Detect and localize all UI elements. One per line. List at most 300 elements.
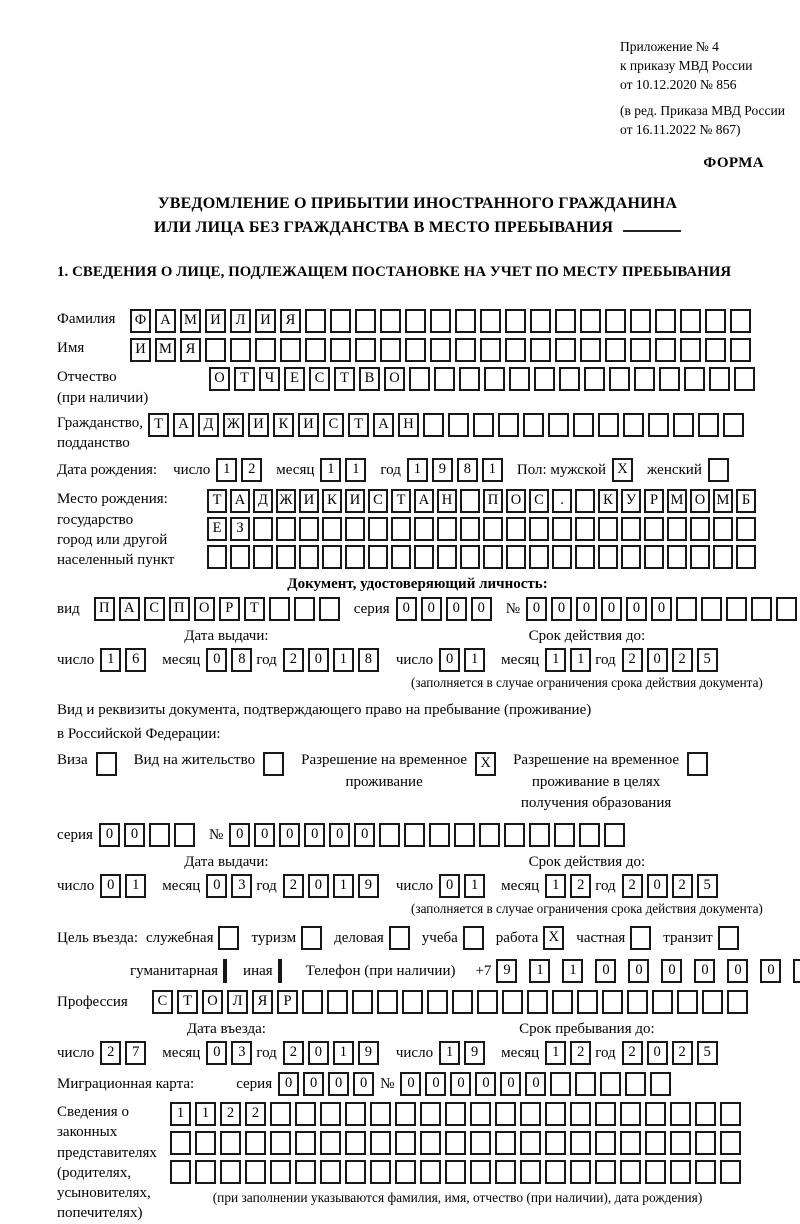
char-box: [509, 367, 530, 391]
char-box: [504, 823, 525, 847]
surname-label: Фамилия: [57, 311, 116, 328]
char-box: [552, 517, 572, 541]
permit-number-label: №: [208, 827, 224, 844]
char-box: 2: [100, 1041, 121, 1065]
char-box: [322, 517, 342, 541]
char-box: Я: [252, 990, 273, 1014]
char-box: [483, 545, 503, 569]
char-box: В: [359, 367, 380, 391]
entry-month-boxes[interactable]: [206, 1041, 256, 1065]
char-box: Т: [234, 367, 255, 391]
char-box: [695, 1102, 716, 1126]
char-box: [523, 413, 544, 437]
day-label: число: [173, 462, 211, 479]
doc-issue-year-boxes[interactable]: [283, 648, 383, 672]
char-box: 2: [622, 648, 643, 672]
char-box: Т: [207, 489, 227, 513]
char-box: [230, 545, 250, 569]
char-box: 0: [727, 959, 748, 983]
char-box: [470, 1102, 491, 1126]
char-box: [621, 545, 641, 569]
birthplace-boxes-row2[interactable]: [207, 517, 759, 541]
char-box: [452, 990, 473, 1014]
purpose-transit-label: транзит: [663, 929, 713, 946]
char-box: [529, 517, 549, 541]
char-box: О: [384, 367, 405, 391]
permit-issue-year-boxes[interactable]: [283, 874, 383, 898]
birth-day-boxes[interactable]: [216, 458, 266, 482]
year-label: год: [595, 1044, 616, 1061]
char-box: [355, 309, 376, 333]
day-label: число: [57, 1044, 95, 1061]
char-box: [695, 1160, 716, 1184]
char-box: 0: [229, 823, 250, 847]
purpose-official-checkbox[interactable]: [218, 926, 239, 950]
char-box: 0: [500, 1072, 521, 1096]
char-box: [276, 545, 296, 569]
temp-residence-checkbox[interactable]: X: [475, 752, 496, 776]
representatives-label2: законных: [57, 1124, 118, 1141]
temp-residence-edu-option: [513, 750, 712, 815]
char-box: 0: [303, 1072, 324, 1096]
char-box: [345, 517, 365, 541]
char-box: [420, 1102, 441, 1126]
char-box: [498, 413, 519, 437]
temp-residence-edu-label2: проживание в целях: [531, 773, 661, 790]
doc-series-boxes[interactable]: [396, 597, 496, 621]
char-box: [690, 517, 710, 541]
char-box: [245, 1131, 266, 1155]
char-box: О: [194, 597, 215, 621]
doc-valid-month-boxes[interactable]: [545, 648, 595, 672]
birthplace-label-city1: город или другой: [57, 531, 168, 548]
char-box: [552, 990, 573, 1014]
char-box: [598, 517, 618, 541]
char-box: [705, 309, 726, 333]
purpose-other-label: иная: [243, 962, 273, 979]
year-label: год: [380, 462, 401, 479]
doc-number-boxes[interactable]: [526, 597, 800, 621]
purpose-private-checkbox[interactable]: [630, 926, 651, 950]
char-box: [402, 990, 423, 1014]
char-box: З: [230, 517, 250, 541]
entry-day-boxes[interactable]: [100, 1041, 150, 1065]
char-box: [380, 338, 401, 362]
char-box: [648, 413, 669, 437]
char-box: [473, 413, 494, 437]
char-box: [645, 1160, 666, 1184]
char-box: [495, 1102, 516, 1126]
char-box: 2: [570, 874, 591, 898]
day-label: число: [57, 651, 95, 668]
purpose-other-checkbox[interactable]: [278, 959, 282, 983]
residence-permit-checkbox[interactable]: [263, 752, 284, 776]
char-box: [625, 1072, 646, 1096]
char-box: [667, 545, 687, 569]
char-box: [573, 413, 594, 437]
char-box: 1: [170, 1102, 191, 1126]
char-box: [174, 823, 195, 847]
char-box: [620, 1131, 641, 1155]
char-box: 0: [206, 648, 227, 672]
char-box: [570, 1102, 591, 1126]
form-title: [57, 192, 778, 240]
char-box: 2: [672, 874, 693, 898]
birth-year-boxes[interactable]: [407, 458, 507, 482]
purpose-tourism-label: туризм: [251, 929, 297, 946]
char-box: [555, 309, 576, 333]
char-box: [579, 823, 600, 847]
char-box: [380, 309, 401, 333]
permit-series-boxes[interactable]: [99, 823, 199, 847]
purpose-transit-checkbox[interactable]: [718, 926, 739, 950]
char-box: 0: [626, 597, 647, 621]
char-box: [352, 990, 373, 1014]
char-box: И: [299, 489, 319, 513]
char-box: К: [598, 489, 618, 513]
right-doc-line1: Вид и реквизиты документа, подтверждающего право на пребывание (проживание): [57, 702, 592, 719]
char-box: [670, 1131, 691, 1155]
char-box: Я: [280, 309, 301, 333]
right-doc-line2: в Российской Федерации:: [57, 725, 221, 742]
char-box: 0: [439, 874, 460, 898]
char-box: [170, 1131, 191, 1155]
stay-until-caption: Срок пребывания до:: [519, 1021, 655, 1038]
char-box: [577, 990, 598, 1014]
char-box: [605, 309, 626, 333]
char-box: [644, 517, 664, 541]
char-box: [709, 367, 730, 391]
char-box: [506, 517, 526, 541]
char-box: [529, 823, 550, 847]
char-box: [430, 338, 451, 362]
char-box: [634, 367, 655, 391]
char-box: [720, 1160, 741, 1184]
phone-prefix: +7: [475, 962, 492, 979]
char-box: [695, 1131, 716, 1155]
char-box: Ф: [130, 309, 151, 333]
char-box: [459, 367, 480, 391]
representatives-boxes-row2[interactable]: [170, 1131, 745, 1155]
char-box: [554, 823, 575, 847]
char-box: [630, 338, 651, 362]
permit-valid-month-boxes[interactable]: [545, 874, 595, 898]
char-box: [330, 309, 351, 333]
char-box: [730, 338, 751, 362]
day-label: число: [395, 1044, 434, 1061]
doc-issue-month-boxes[interactable]: [206, 648, 256, 672]
char-box: [280, 338, 301, 362]
char-box: [395, 1102, 416, 1126]
char-box: [460, 489, 480, 513]
char-box: [620, 1160, 641, 1184]
char-box: [255, 338, 276, 362]
char-box: Р: [644, 489, 664, 513]
char-box: 0: [551, 597, 572, 621]
char-box: [605, 338, 626, 362]
char-box: 2: [283, 1041, 304, 1065]
char-box: [220, 1131, 241, 1155]
permit-issue-day-boxes[interactable]: [100, 874, 150, 898]
char-box: Н: [398, 413, 419, 437]
permit-valid-year-boxes[interactable]: [622, 874, 722, 898]
char-box: [645, 1131, 666, 1155]
char-box: О: [690, 489, 710, 513]
char-box: 0: [278, 1072, 299, 1096]
char-box: 0: [576, 597, 597, 621]
char-box: [520, 1102, 541, 1126]
purpose-humanitarian-checkbox[interactable]: [223, 959, 227, 983]
char-box: 0: [446, 597, 467, 621]
char-box: 1: [345, 458, 366, 482]
char-box: [575, 545, 595, 569]
permit-number-boxes[interactable]: [229, 823, 629, 847]
representatives-label4: (родителях,: [57, 1164, 132, 1181]
char-box: А: [373, 413, 394, 437]
char-box: 0: [308, 874, 329, 898]
char-box: Е: [207, 517, 227, 541]
char-box: М: [667, 489, 687, 513]
char-box: [345, 1102, 366, 1126]
permit-series-label: серия: [57, 827, 93, 844]
char-box: С: [309, 367, 330, 391]
char-box: [705, 338, 726, 362]
char-box: [302, 990, 323, 1014]
char-box: [552, 545, 572, 569]
temp-residence-edu-label1: Разрешение на временное: [513, 751, 680, 768]
char-box: [253, 545, 273, 569]
day-label: число: [395, 651, 434, 668]
char-box: [377, 990, 398, 1014]
char-box: [595, 1160, 616, 1184]
char-box: [434, 367, 455, 391]
stay-year-boxes[interactable]: [622, 1041, 722, 1065]
char-box: К: [273, 413, 294, 437]
char-box: 1: [545, 648, 566, 672]
char-box: М: [713, 489, 733, 513]
char-box: 0: [450, 1072, 471, 1096]
char-box: Т: [334, 367, 355, 391]
char-box: [690, 545, 710, 569]
char-box: С: [152, 990, 173, 1014]
char-box: [319, 597, 340, 621]
representatives-boxes-row3[interactable]: [170, 1160, 745, 1184]
stay-month-boxes[interactable]: [545, 1041, 595, 1065]
month-label: месяц: [162, 651, 201, 668]
char-box: [305, 338, 326, 362]
purpose-work-checkbox[interactable]: X: [543, 926, 564, 950]
identity-doc-heading: Документ, удостоверяющий личность:: [287, 576, 548, 593]
char-box: 9: [496, 959, 517, 983]
doc-type-boxes[interactable]: [94, 597, 344, 621]
char-box: П: [483, 489, 503, 513]
char-box: С: [144, 597, 165, 621]
birthplace-label: Место рождения:: [57, 491, 168, 508]
birthplace-boxes-row1[interactable]: [207, 489, 759, 513]
char-box: О: [209, 367, 230, 391]
migr-number-boxes[interactable]: [400, 1072, 675, 1096]
surname-boxes[interactable]: [130, 309, 755, 333]
ref-line: (в ред. Приказа МВД России: [620, 102, 785, 118]
representatives-label6: попечителях): [57, 1205, 143, 1222]
char-box: [245, 1160, 266, 1184]
phone-boxes[interactable]: [496, 959, 800, 983]
doc-issue-day-boxes[interactable]: [100, 648, 150, 672]
char-box: [644, 545, 664, 569]
purpose-business-checkbox[interactable]: [389, 926, 410, 950]
birth-month-boxes[interactable]: [320, 458, 370, 482]
char-box: 0: [661, 959, 682, 983]
char-box: 0: [99, 823, 120, 847]
char-box: 9: [464, 1041, 485, 1065]
birthplace-boxes-row3[interactable]: [207, 545, 759, 569]
char-box: [627, 990, 648, 1014]
migr-series-boxes[interactable]: [278, 1072, 378, 1096]
char-box: Р: [219, 597, 240, 621]
male-checkbox[interactable]: X: [612, 458, 633, 482]
profession-boxes[interactable]: [152, 990, 752, 1014]
doc-issue-caption: Дата выдачи:: [184, 628, 269, 645]
char-box: И: [298, 413, 319, 437]
char-box: [726, 597, 747, 621]
purpose-tourism-checkbox[interactable]: [301, 926, 322, 950]
char-box: 0: [308, 1041, 329, 1065]
doc-valid-year-boxes[interactable]: [622, 648, 722, 672]
char-box: [276, 517, 296, 541]
char-box: 0: [439, 648, 460, 672]
char-box: 2: [245, 1102, 266, 1126]
month-label: месяц: [501, 1044, 540, 1061]
char-box: [205, 338, 226, 362]
patronymic-boxes[interactable]: [209, 367, 759, 391]
temp-residence-label1: Разрешение на временное: [301, 751, 468, 768]
char-box: [645, 1102, 666, 1126]
temp-residence-edu-checkbox[interactable]: [687, 752, 708, 776]
char-box: 8: [358, 648, 379, 672]
purpose-study-checkbox[interactable]: [463, 926, 484, 950]
char-box: [570, 1131, 591, 1155]
char-box: [736, 517, 756, 541]
char-box: [414, 545, 434, 569]
ref-line: к приказу МВД России: [620, 57, 753, 73]
char-box: 6: [125, 648, 146, 672]
day-label: число: [395, 877, 434, 894]
char-box: [370, 1160, 391, 1184]
char-box: [322, 545, 342, 569]
char-box: [355, 338, 376, 362]
char-box: 1: [333, 1041, 354, 1065]
month-label: месяц: [276, 462, 315, 479]
char-box: [495, 1131, 516, 1155]
char-box: О: [202, 990, 223, 1014]
char-box: [527, 990, 548, 1014]
representatives-boxes-row1[interactable]: [170, 1102, 745, 1126]
female-checkbox[interactable]: [708, 458, 729, 482]
citizenship-boxes[interactable]: [148, 413, 748, 437]
char-box: [680, 309, 701, 333]
char-box: А: [414, 489, 434, 513]
doc-series-label: серия: [353, 601, 390, 618]
char-box: 1: [100, 648, 121, 672]
char-box: [460, 545, 480, 569]
char-box: [667, 517, 687, 541]
given-name-boxes[interactable]: [130, 338, 755, 362]
char-box: [698, 413, 719, 437]
gender-female-label: женский: [647, 462, 702, 479]
char-box: 1: [464, 648, 485, 672]
char-box: У: [621, 489, 641, 513]
doc-valid-day-boxes[interactable]: [439, 648, 489, 672]
form-title-line2: ИЛИ ЛИЦА БЕЗ ГРАЖДАНСТВА В МЕСТО ПРЕБЫВАНИЯ: [57, 216, 778, 240]
char-box: 7: [125, 1041, 146, 1065]
char-box: 0: [526, 597, 547, 621]
char-box: [529, 545, 549, 569]
char-box: [368, 517, 388, 541]
char-box: Т: [391, 489, 411, 513]
char-box: Ж: [276, 489, 296, 513]
migr-number-label: №: [380, 1076, 395, 1093]
char-box: 0: [354, 823, 375, 847]
char-box: [379, 823, 400, 847]
month-label: месяц: [162, 1044, 201, 1061]
char-box: [595, 1131, 616, 1155]
char-box: [621, 517, 641, 541]
char-box: [720, 1102, 741, 1126]
char-box: 0: [206, 1041, 227, 1065]
permit-issue-month-boxes[interactable]: [206, 874, 256, 898]
char-box: [575, 517, 595, 541]
char-box: 0: [100, 874, 121, 898]
permit-valid-day-boxes[interactable]: [439, 874, 489, 898]
day-label: число: [57, 877, 95, 894]
stay-day-boxes[interactable]: [439, 1041, 489, 1065]
char-box: [680, 338, 701, 362]
char-box: [405, 338, 426, 362]
char-box: [345, 1131, 366, 1155]
char-box: 0: [421, 597, 442, 621]
char-box: [623, 413, 644, 437]
char-box: [520, 1160, 541, 1184]
char-box: [545, 1131, 566, 1155]
char-box: [550, 1072, 571, 1096]
purpose-business-label: деловая: [334, 929, 384, 946]
char-box: [676, 597, 697, 621]
char-box: 0: [647, 1041, 668, 1065]
char-box: [575, 1072, 596, 1096]
char-box: [370, 1131, 391, 1155]
char-box: 0: [475, 1072, 496, 1096]
char-box: [299, 545, 319, 569]
char-box: П: [94, 597, 115, 621]
char-box: [345, 545, 365, 569]
char-box: [420, 1131, 441, 1155]
char-box: [170, 1160, 191, 1184]
char-box: [545, 1160, 566, 1184]
char-box: [520, 1131, 541, 1155]
char-box: [609, 367, 630, 391]
char-box: 3: [231, 1041, 252, 1065]
ref-line: Приложение № 4: [620, 39, 719, 54]
char-box: 0: [400, 1072, 421, 1096]
visa-checkbox[interactable]: [96, 752, 117, 776]
entry-year-boxes[interactable]: [283, 1041, 383, 1065]
char-box: [477, 990, 498, 1014]
char-box: 5: [697, 1041, 718, 1065]
char-box: [299, 517, 319, 541]
char-box: 1: [545, 1041, 566, 1065]
char-box: 2: [283, 874, 304, 898]
char-box: [598, 413, 619, 437]
